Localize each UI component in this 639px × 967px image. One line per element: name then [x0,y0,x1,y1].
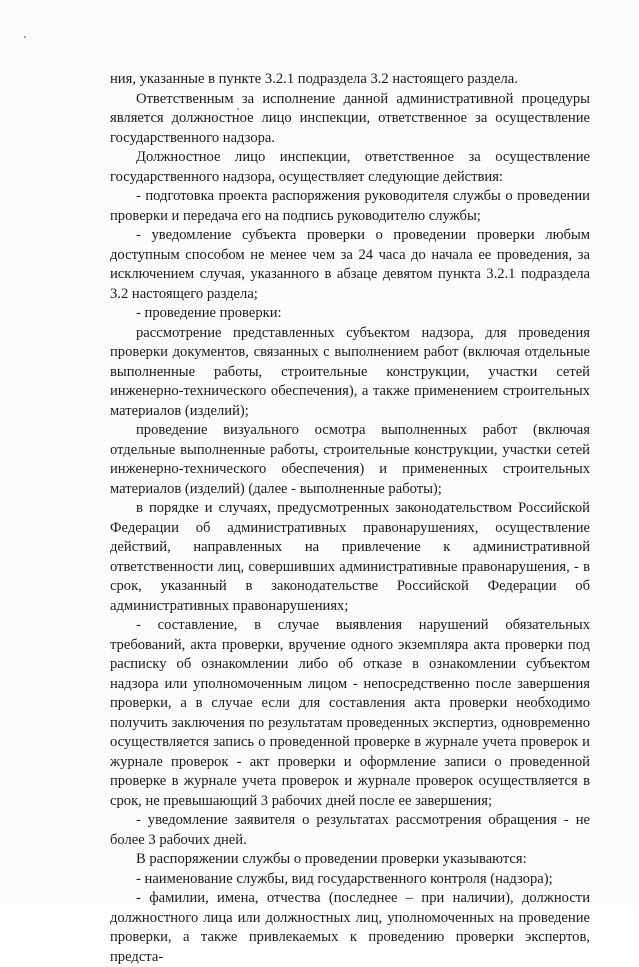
paragraph: в порядке и случаях, предусмотренных законодательством Российской Федерации об административных правонарушениях, осуществление действий, направленных на привлечение к административной ответственности лиц, совершивших административные правонарушения, - в срок, указанный в законодательстве Российской Федерации об административных правонарушениях; [110,500,590,614]
list-item: - проведение проверки: [136,305,282,321]
paragraph: ния, указанные в пункте 3.2.1 подраздела 3.2 настоящего раздела. [110,71,518,87]
list-item: - фамилии, имена, отчества (последнее – при наличии), должности должностного лица или должностных лиц, уполномоченных на проведение проверки, а также привлекаемых к проведению проверки экспертов, предста- [110,890,590,965]
paragraph: проведение визуального осмотра выполненных работ (включая отдельные выполненные работы, строительные конструкции, участки сетей инженерно-технического обеспечения) и примененных строительных материалов (изделий) (далее - выполненные работы); [110,422,590,497]
list-item: - подготовка проекта распоряжения руководителя службы о проведении проверки и передача его на подпись руководителю службы; [110,188,590,224]
paragraph: Должностное лицо инспекции, ответственное за осуществление государственного надзора, осуществляет следующие действия: [110,149,590,185]
document-body [110,70,590,967]
list-item: - уведомление субъекта проверки о проведении проверки любым доступным способом не менее чем за 24 часа до начала ее проведения, за исключением случая, указанного в абзаце девятом пункта 3.2.1 подраздела 3.2 настоящего раздела; [110,227,590,302]
paragraph: Ответственным за исполнение данной административной процедуры является должностное лицо инспекции, ответственное за осуществление государственного надзора. [110,90,590,146]
paragraph: В распоряжении службы о проведении проверки указываются: [136,851,527,867]
scan-speck [24,36,26,38]
paragraph: рассмотрение представленных субъектом надзора, для проведения проверки документов, связанных с выполнением работ (включая отдельные выполненные работы, строительные конструкции, участки сетей инженерно-технического обеспечения), а также применением строительных материалов (изделий); [110,324,590,419]
list-item: - составление, в случае выявления нарушений обязательных требований, акта проверки, вручение одного экземпляра акта проверки под расписку об ознакомлении либо об отказе в ознакомлении субъектом надзора или уполномоченным лицом - непосредственно после завершения проверки, а в случае если для составления акта проверки необходимо получить заключения по результатам проведенных экспертиз, одновременно осуществляется запись о проведенной проверке в журнале учета проверок и журнале проверок - акт проверки и оформление записи о проведенной проверке в журнале учета проверок и журнале проверок осуществляется в срок, не превышающий 3 рабочих дней после ее завершения; [110,617,590,809]
list-item: - наименование службы, вид государственного контроля (надзора); [136,870,553,887]
list-item: - уведомление заявителя о результатах рассмотрения обращения - не более 3 рабочих дней. [110,812,590,848]
